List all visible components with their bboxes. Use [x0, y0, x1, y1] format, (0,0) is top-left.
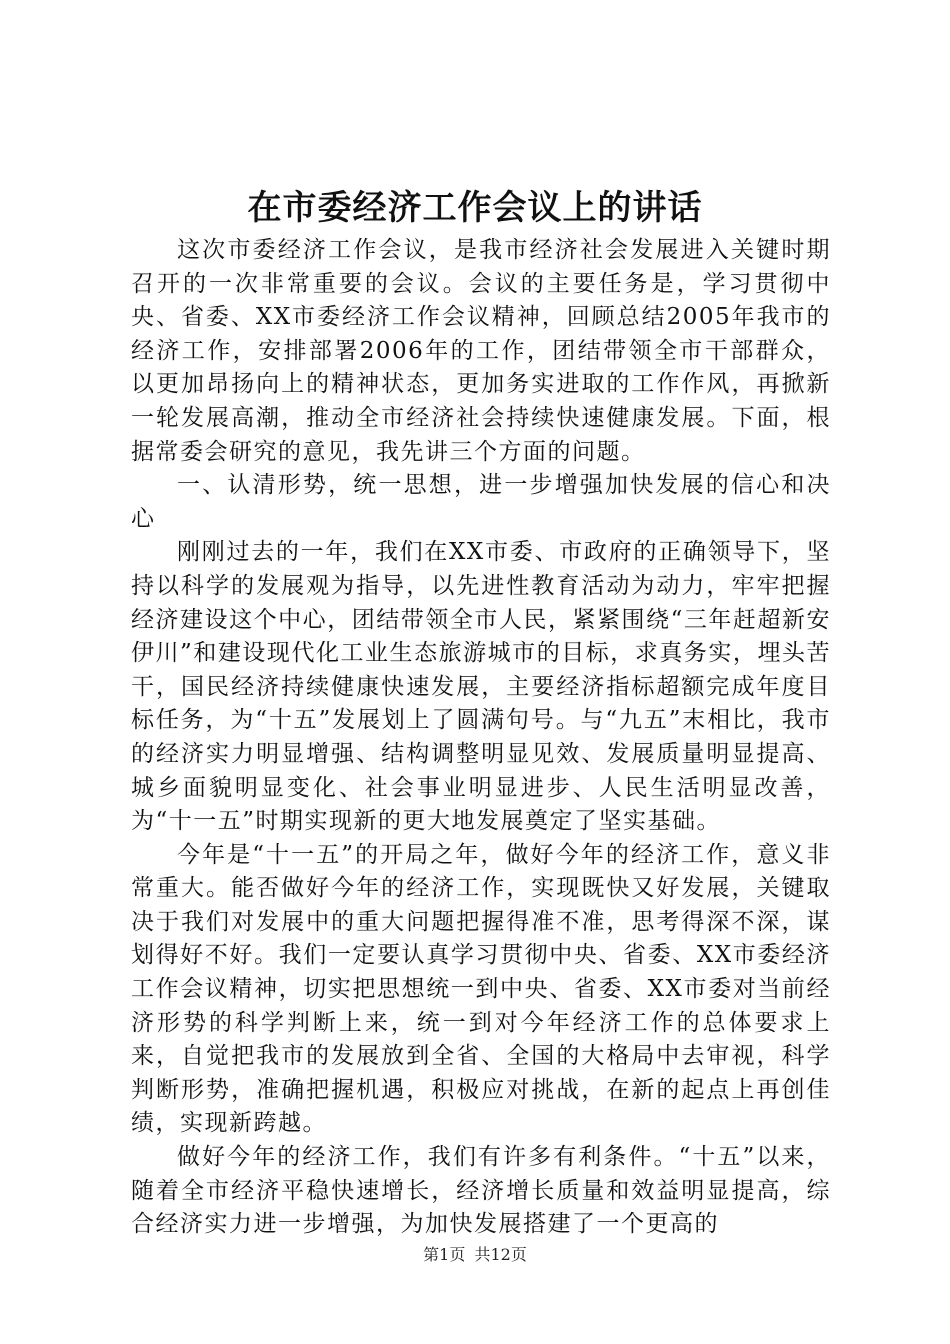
page-number: 第1页 — [423, 1245, 466, 1264]
paragraph-review: 刚刚过去的一年，我们在XX市委、市政府的正确领导下，坚持以科学的发展观为指导，以先进性教育活动为动力，牢牢把握经济建设这个中心，团结带领全市人民，紧紧围绕“三年赶超新安伊川”和建设现代化工业生态旅游城市的目标，求真务实，埋头苦干，国民经济持续健康快速发展，主要经济指标超额完成年度目标任务，为“十五”发展划上了圆满句号。与“九五”末相比，我市的经济实力明显增强、结构调整明显见效、发展质量明显提高、城乡面貌明显变化、社会事业明显进步、人民生活明显改善，为“十一五”时期实现新的更大地发展奠定了坚实基础。 — [131, 539, 831, 835]
page-total: 共12页 — [474, 1245, 527, 1264]
document-title: 在市委经济工作会议上的讲话 — [247, 188, 703, 228]
paragraph-this-year: 今年是“十一五”的开局之年，做好今年的经济工作，意义非常重大。能否做好今年的经济工作，实现既快又好发展，关键取决于我们对发展中的重大问题把握得准不准，思考得深不深，谋划得好不好。我们一定要认真学习贯彻中央、省委、XX市委经济工作会议精神，切实把思想统一到中央、省委、XX市委对当前经济形势的科学判断上来，统一到对今年经济工作的总体要求上来，自觉把我市的发展放到全省、全国的大格局中去审视，科学判断形势，准确把握机遇，积极应对挑战，在新的起点上再创佳绩，实现新跨越。 — [131, 841, 831, 1137]
section-heading-1: 一、认清形势，统一思想，进一步增强加快发展的信心和决心 — [131, 472, 831, 532]
page-footer — [0, 1245, 950, 1265]
paragraph-conditions: 做好今年的经济工作，我们有许多有利条件。“十五”以来，随着全市经济平稳快速增长，经济增长质量和效益明显提高，综合经济实力进一步增强，为加快发展搭建了一个更高的 — [131, 1144, 831, 1238]
document-body — [131, 234, 831, 1242]
paragraph-intro: 这次市委经济工作会议，是我市经济社会发展进入关键时期召开的一次非常重要的会议。会议的主要任务是，学习贯彻中央、省委、XX市委经济工作会议精神，回顾总结2005年我市的经济工作，安排部署2006年的工作，团结带领全市干部群众，以更加昂扬向上的精神状态，更加务实进取的工作作风，再掀新一轮发展高潮，推动全市经济社会持续快速健康发展。下面，根据常委会研究的意见，我先讲三个方面的问题。 — [131, 237, 831, 465]
